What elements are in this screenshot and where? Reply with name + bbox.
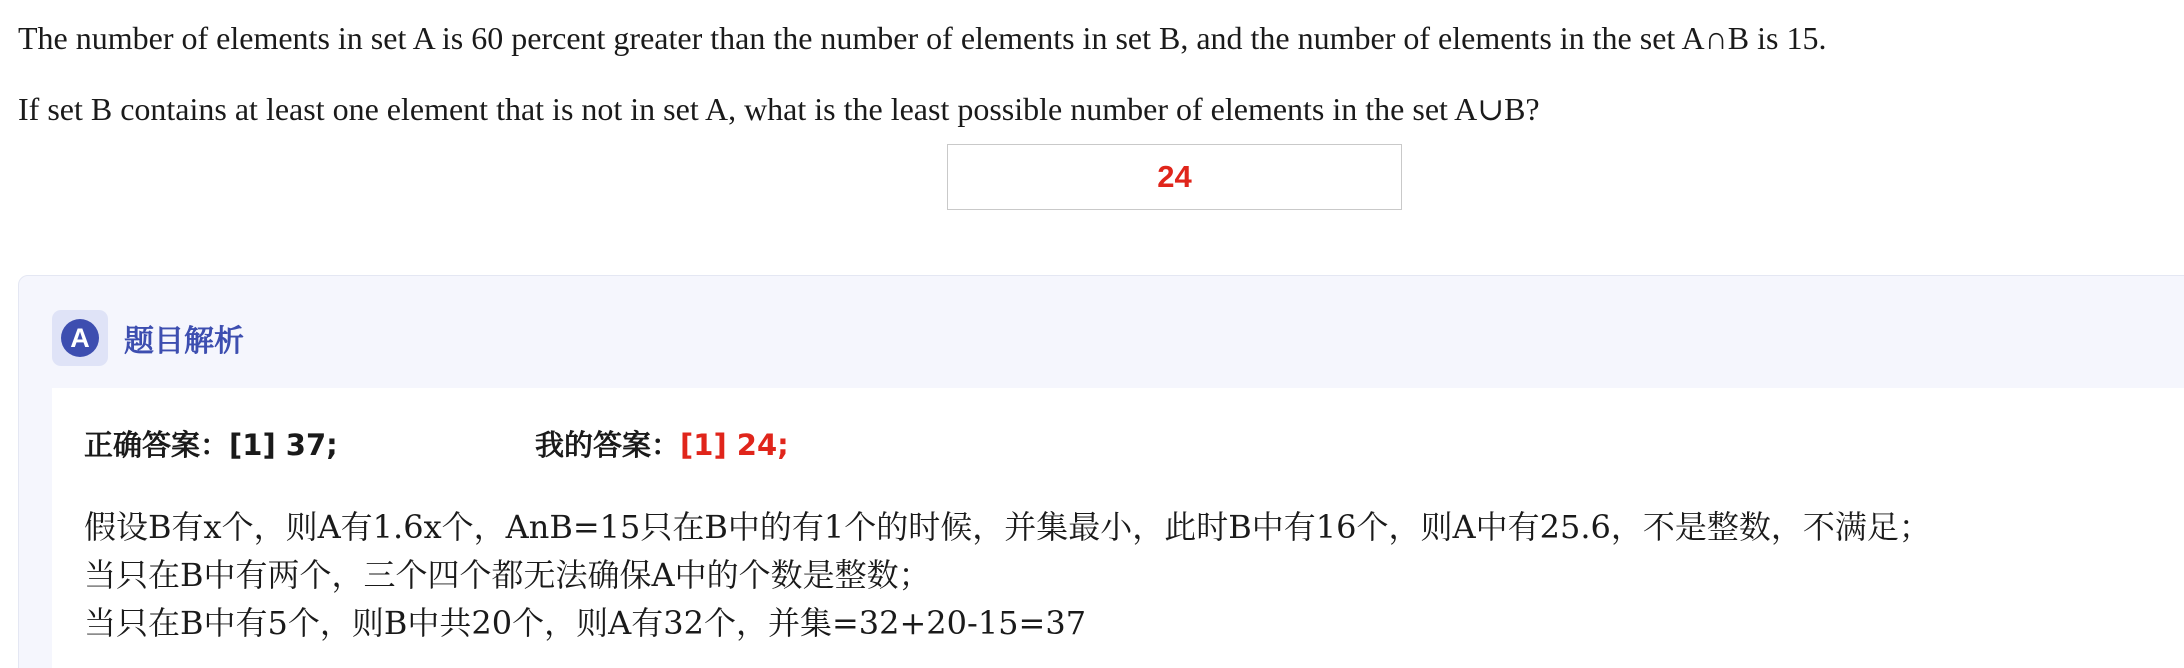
explanation-line-2: 当只在B中有两个，三个四个都无法确保A中的个数是整数； xyxy=(84,556,931,594)
explanation-text xyxy=(84,503,1931,647)
analysis-badge xyxy=(52,310,108,366)
analysis-body xyxy=(52,388,2184,668)
analysis-title: 题目解析 xyxy=(124,324,244,359)
explanation-line-3: 当只在B中有5个，则B中共20个，则A有32个，并集=32+20-15=37 xyxy=(84,604,1087,642)
correct-answer-value: [1] 37; xyxy=(229,428,338,462)
my-answer-value: [1] 24; xyxy=(680,428,789,462)
answers-row xyxy=(52,423,1252,467)
question-line-1: The number of elements in set A is 60 percent greater than the number of elements in set B, and the number of elements in the set A∩B is 15. xyxy=(18,20,1827,56)
correct-answer-label: 正确答案： xyxy=(84,428,230,462)
answer-input[interactable]: 24 xyxy=(947,144,1402,210)
analysis-panel xyxy=(18,275,2184,668)
analysis-header xyxy=(52,310,244,366)
correct-answer xyxy=(84,423,338,467)
my-answer-label: 我的答案： xyxy=(535,428,681,462)
my-answer xyxy=(535,423,789,467)
letter-a-icon: A xyxy=(61,319,99,357)
explanation-line-1: 假设B有x个，则A有1.6x个，AnB=15只在B中的有1个的时候，并集最小，此时B中有16个，则A中有25.6，不是整数，不满足； xyxy=(84,508,1931,546)
question-line-2: If set B contains at least one element that is not in set A, what is the least possible number of elements in the set A∪B? xyxy=(18,91,1540,127)
